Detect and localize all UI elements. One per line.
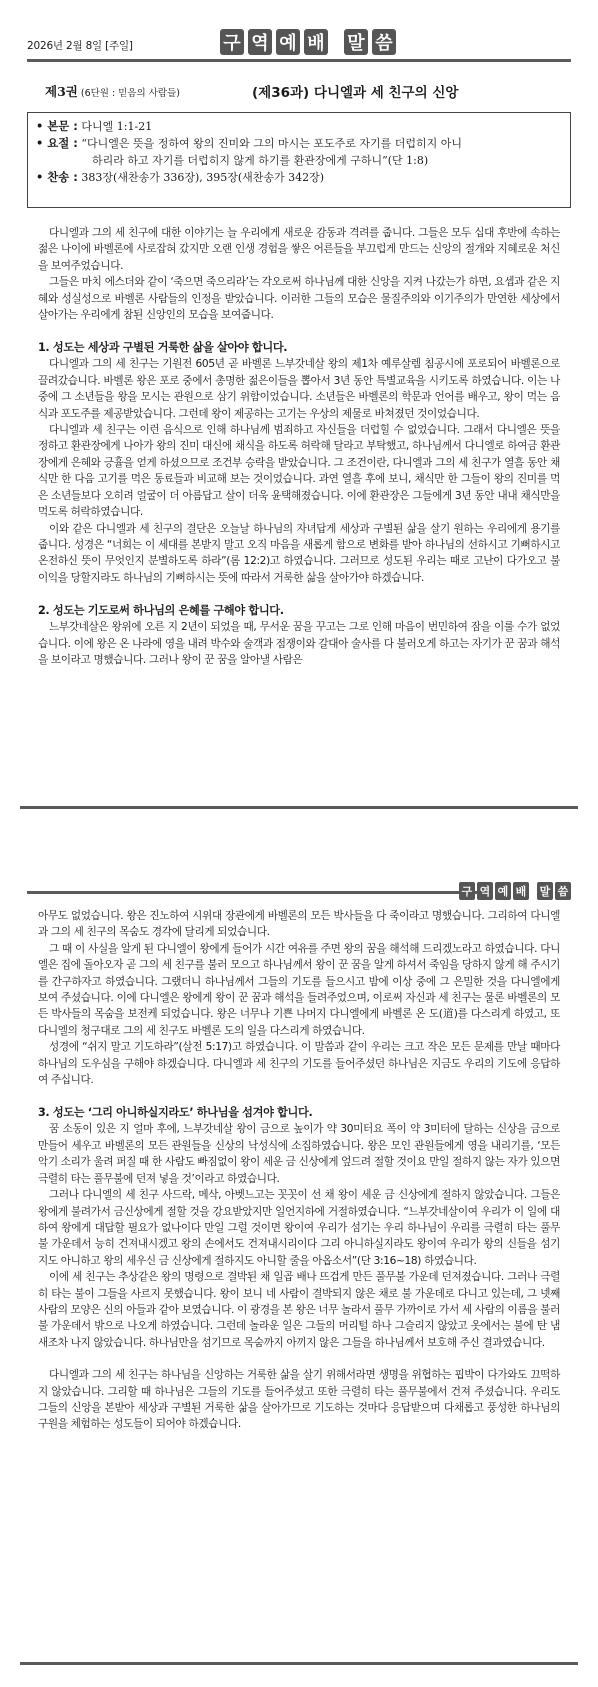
- tag-char: 역: [477, 882, 493, 900]
- page-two-header: [27, 880, 571, 910]
- section-heading-1: 1. 성도는 세상과 구별된 거룩한 삶을 살아야 합니다.: [38, 341, 288, 355]
- section-3-paragraph-1: 꿈 소동이 있은 지 얼마 후에, 느부갓네살 왕이 금으로 높이가 약 30미터요 폭이 약 3미터에 달하는 신상을 금으로 만들어 세우고 바벨론의 모든 관원들을 신상의 낙성식에 소집하였습니다. 왕은 모인 관원들에게 영을 내리기를, ‘모든 악기 소리가 울려 퍼질 때 한 사람도 빠짐없이 왕이 세운 금 신상에게 엎드려 절할 것이요 만일 절하지 않는 자가 있으면 극렬히 타는 풀무불에 던져 넣을 것’이라고 하였습니다.: [38, 1123, 560, 1185]
- page-two-bottom-rule: [20, 1662, 578, 1665]
- title-char: 구: [220, 29, 244, 55]
- scripture-label: • 본문 :: [36, 119, 78, 133]
- unit: (6단원 : 믿음의 사람들): [80, 88, 180, 99]
- title-char: 역: [248, 29, 272, 55]
- section-2-paragraph-3: 그 때 이 사실을 알게 된 다니엘이 왕에게 들어가 시간 여유를 주면 왕의 꿈을 해석해 드리겠노라고 하였습니다. 다니엘은 집에 돌아오자 곧 그의 세 친구를 불러 모으고 하나님께서 왕이 꾼 꿈을 알게 하셔서 죽임을 당하지 않게 해 주시기를 간구하자고 하였습니다. 그랬더니 하나님께서 그들의 기도를 들으시고 밤에 이상 중에 그 은밀한 것을 다니엘에게 보여 주셨습니다. 이에 다니엘은 왕에게 왕이 꾼 꿈과 해석을 들려주었으며, 이로써 자신과 세 친구는 물론 바벨론의 모든 박사들의 목숨을 보전케 되었습니다. 왕은 너무나 기쁜 나머지 다니엘에게 바벨론 온 도(道)를 다스리게 하였고, 또 다니엘의 청구대로 그의 세 친구도 바벨론 도의 일을 다스리게 하였습니다.: [38, 942, 560, 1037]
- header-tag: [459, 882, 571, 900]
- tag-char: 예: [495, 882, 511, 900]
- page-one: [0, 0, 598, 810]
- header-rule: [27, 59, 571, 62]
- intro-paragraph-2: 그들은 마치 에스더와 같이 ‘죽으면 죽으리라’는 각오로써 하나님께 대한 신앙을 지켜 나갔는가 하면, 요셉과 같은 지혜와 성실성으로 바벨론 사람들의 인정을 받았습니다. 이러한 그들의 모습은 물질주의와 이기주의가 만연한 세상에서 살아가는 우리에게 참된 신앙인의 모습을 보여줍니다.: [38, 276, 560, 322]
- page-one-body: [38, 225, 560, 668]
- tag-char: 씀: [555, 882, 571, 900]
- scripture-value: 다니엘 1:1-21: [81, 120, 153, 133]
- header: [27, 22, 571, 62]
- section-2-paragraph-1: 느부갓네살은 왕위에 오른 지 2년이 되었을 때, 무서운 꿈을 꾸고는 그로 인해 마음이 번민하여 잠을 이룰 수가 없었습니다. 이에 왕은 온 나라에 영을 내려 박수와 술객과 점쟁이와 갈대아 술사를 다 불러오게 하고는 자기가 꾼 꿈과 해석을 보이라고 명했습니다. 그러나 왕이 꾼 꿈을 알아낼 사람은: [38, 621, 560, 666]
- volume-label: [45, 82, 180, 100]
- page-one-bottom-rule: [20, 806, 578, 809]
- header-date: 2026년 2월 8일 [주일]: [27, 38, 137, 53]
- section-2-paragraph-4: 성경에 “쉬지 말고 기도하라”(살전 5:17)고 하였습니다. 이 말씀과 같이 우리는 크고 작은 모든 문제를 만날 때마다 하나님의 도우심을 구해야 하겠습니다. 다니엘과 세 친구의 기도를 들어주셨던 하나님은 지금도 우리의 기도에 응답하여 주십니다.: [38, 1041, 560, 1087]
- tag-char: 말: [537, 882, 553, 900]
- summary-line-1: “다니엘은 뜻을 정하여 왕의 진미와 그의 마시는 포도주로 자기를 더럽히지 아니: [81, 137, 463, 150]
- section-2-paragraph-2: 아무도 없었습니다. 왕은 진노하여 시위대 장관에게 바벨론의 모든 박사들을 다 죽이라고 명했습니다. 그리하여 다니엘과 그의 세 친구의 목숨도 경각에 달리게 되었습니다.: [38, 910, 560, 939]
- intro-paragraph-1: 다니엘과 그의 세 친구에 대한 이야기는 늘 우리에게 새로운 감동과 격려를 줍니다. 그들은 모두 십대 후반에 속하는 젊은 나이에 바벨론에 사로잡혀 갔지만 오랜 인생 경험을 쌓은 어른들을 부끄럽게 만드는 신앙의 절개와 지혜로운 처신을 보여주었습니다.: [38, 227, 560, 272]
- tag-char: 구: [459, 882, 475, 900]
- section-1-paragraph-3: 이와 같은 다니엘과 세 친구의 결단은 오늘날 하나님의 자녀답게 세상과 구별된 삶을 살기 원하는 우리에게 용기를 줍니다. 성경은 “너희는 이 세대를 본받지 말고 오직 마음을 새롭게 함으로 변화를 받아 하나님의 선하시고 기뻐하시고 온전하신 뜻이 무엇인지 분별하도록 하라”(롬 12:2)고 하였습니다. 그러므로 성도된 우리는 때로 고난이 다가오고 불이익을 당할지라도 하나님의 기뻐하시는 뜻에 따라서 거룩한 삶을 살아가야 하겠습니다.: [38, 522, 560, 584]
- hymn-row: [36, 169, 562, 186]
- lesson-title: (제36과) 다니엘과 세 친구의 신앙: [252, 85, 459, 101]
- conclusion-paragraph: 다니엘과 그의 세 친구는 하나님을 신앙하는 거룩한 삶을 살기 위해서라면 생명을 위협하는 핍박이 다가와도 끄떡하지 않았습니다. 그리할 때 하나님은 그들의 기도를 들어주셨고 또한 극렬히 타는 풀무불에서 건져 주셨습니다. 우리도 그들의 신앙을 본받아 세상과 구별된 거룩한 삶을 살아가므로 기도하는 것마다 응답받으며 다채롭고 풍성한 하나님의 구원을 체험하는 성도들이 되어야 하겠습니다.: [38, 1369, 560, 1431]
- hymn-label: • 찬송 :: [36, 170, 78, 184]
- section-heading-3: 3. 성도는 ‘그리 아니하실지라도’ 하나님을 섬겨야 합니다.: [38, 1106, 313, 1120]
- summary-row: [36, 135, 562, 152]
- info-box: [27, 112, 571, 208]
- summary-label: • 요절 :: [36, 136, 78, 150]
- page-two: [0, 880, 598, 1687]
- title-char: 씀: [372, 29, 396, 55]
- header-title: [214, 29, 402, 55]
- volume: 제3권: [45, 84, 78, 99]
- section-3-paragraph-3: 이에 세 친구는 추상같은 왕의 명령으로 결박된 채 일곱 배나 뜨겁게 만든 풀무불 가운데 던져졌습니다. 그러나 극렬히 타는 불이 그들을 사르지 못했습니다. 왕이 보니 네 사람이 결박되지 않은 채로 불 가운데로 다니고 있는데, 그 넷째 사람의 모양은 신의 아들과 같아 보였습니다. 이 광경을 본 왕은 너무 놀라서 풀무 가까이로 가서 세 사람의 이름을 불러 불 가운데서 밖으로 나오게 하였습니다. 그런데 놀라운 일은 그들의 머리털 하나 그슬리지 않았고 옷에서는 불에 탄 냄새조차 나지 않았습니다. 하나님만을 섬기므로 목숨까지 아끼지 않은 그들을 하나님께서 보호해 주신 결과였습니다.: [38, 1271, 560, 1349]
- lesson-heading: [35, 80, 571, 100]
- section-1-paragraph-2: 다니엘과 세 친구는 이런 음식으로 인해 하나님께 범죄하고 자신들을 더럽힐 수 없었습니다. 그래서 다니엘은 뜻을 정하고 환관장에게 나아가 왕의 진미 대신에 채식을 하도록 허락해 달라고 부탁했고, 하나님께서 다니엘로 하여금 환관장에게 은혜와 긍휼을 얻게 하셨으므로 조건부 승락을 받았습니다. 그 조건이란, 다니엘과 그의 세 친구가 열흘 동안 채식만 한 다음 고기를 먹은 동료들과 비교해 보는 것이었습니다. 과연 열흘 후에 보니, 채식만 한 그들이 왕의 진미를 먹은 소년들보다 오히려 얼굴이 더 아름답고 살이 더욱 윤택해졌습니다. 이에 환관장은 그들에게 3년 동안 내내 채식만을 먹도록 허락하였습니다.: [38, 424, 560, 519]
- section-3-paragraph-2: 그러나 다니엘의 세 친구 사드락, 메삭, 아벳느고는 꼿꼿이 선 채 왕이 세운 금 신상에게 절하지 않았습니다. 그들은 왕에게 불려가서 금신상에게 절할 것을 강요받았지만 일언지하에 거절하였습니다. “느부갓네살이여 우리가 이 일에 대하여 왕에게 대답할 필요가 없나이다 만일 그럴 것이면 왕이여 우리가 섬기는 우리 하나님이 우리를 극렬히 타는 풀무불 가운데서 능히 건져내시겠고 왕의 손에서도 건져내시리이다 그리 아니하실지라도 왕이여 우리가 왕의 신들을 섬기지도 아니하고 왕의 세우신 금 신상에게 절하지도 아니할 줄을 아옵소서”(단 3:16~18) 하였습니다.: [38, 1189, 560, 1267]
- title-char: 배: [304, 29, 328, 55]
- scripture-row: [36, 118, 562, 135]
- title-char: 예: [276, 29, 300, 55]
- summary-line-2: 하리라 하고 자기를 더럽히지 않게 하기를 환관장에게 구하니”(단 1:8): [92, 154, 429, 167]
- title-char: 말: [344, 29, 368, 55]
- section-1-paragraph-1: 다니엘과 그의 세 친구는 기원전 605년 곧 바벨론 느부갓네살 왕의 제1차 예루살렘 침공시에 포로되어 바벨론으로 끌려갔습니다. 바벨론 왕은 포로 중에서 총명한 젊은이들을 뽑아서 3년 동안 특별교육을 시키도록 하였습니다. 이는 나중에 그 소년들을 왕을 모시는 관원으로 삼기 위함이었습니다. 소년들은 바벨론의 학문과 언어를 배우고, 왕이 먹는 음식과 포도주를 제공받았습니다. 그런데 왕이 제공하는 고기는 우상의 제물로 바쳐졌던 것이었습니다.: [38, 358, 560, 420]
- hymn-value: 383장(새찬송가 336장), 395장(새찬송가 342장): [81, 171, 325, 184]
- section-heading-2: 2. 성도는 기도로써 하나님의 은혜를 구해야 합니다.: [38, 604, 284, 618]
- tag-char: 배: [513, 882, 529, 900]
- page-two-body: [38, 908, 560, 1433]
- header-rule: [27, 891, 481, 894]
